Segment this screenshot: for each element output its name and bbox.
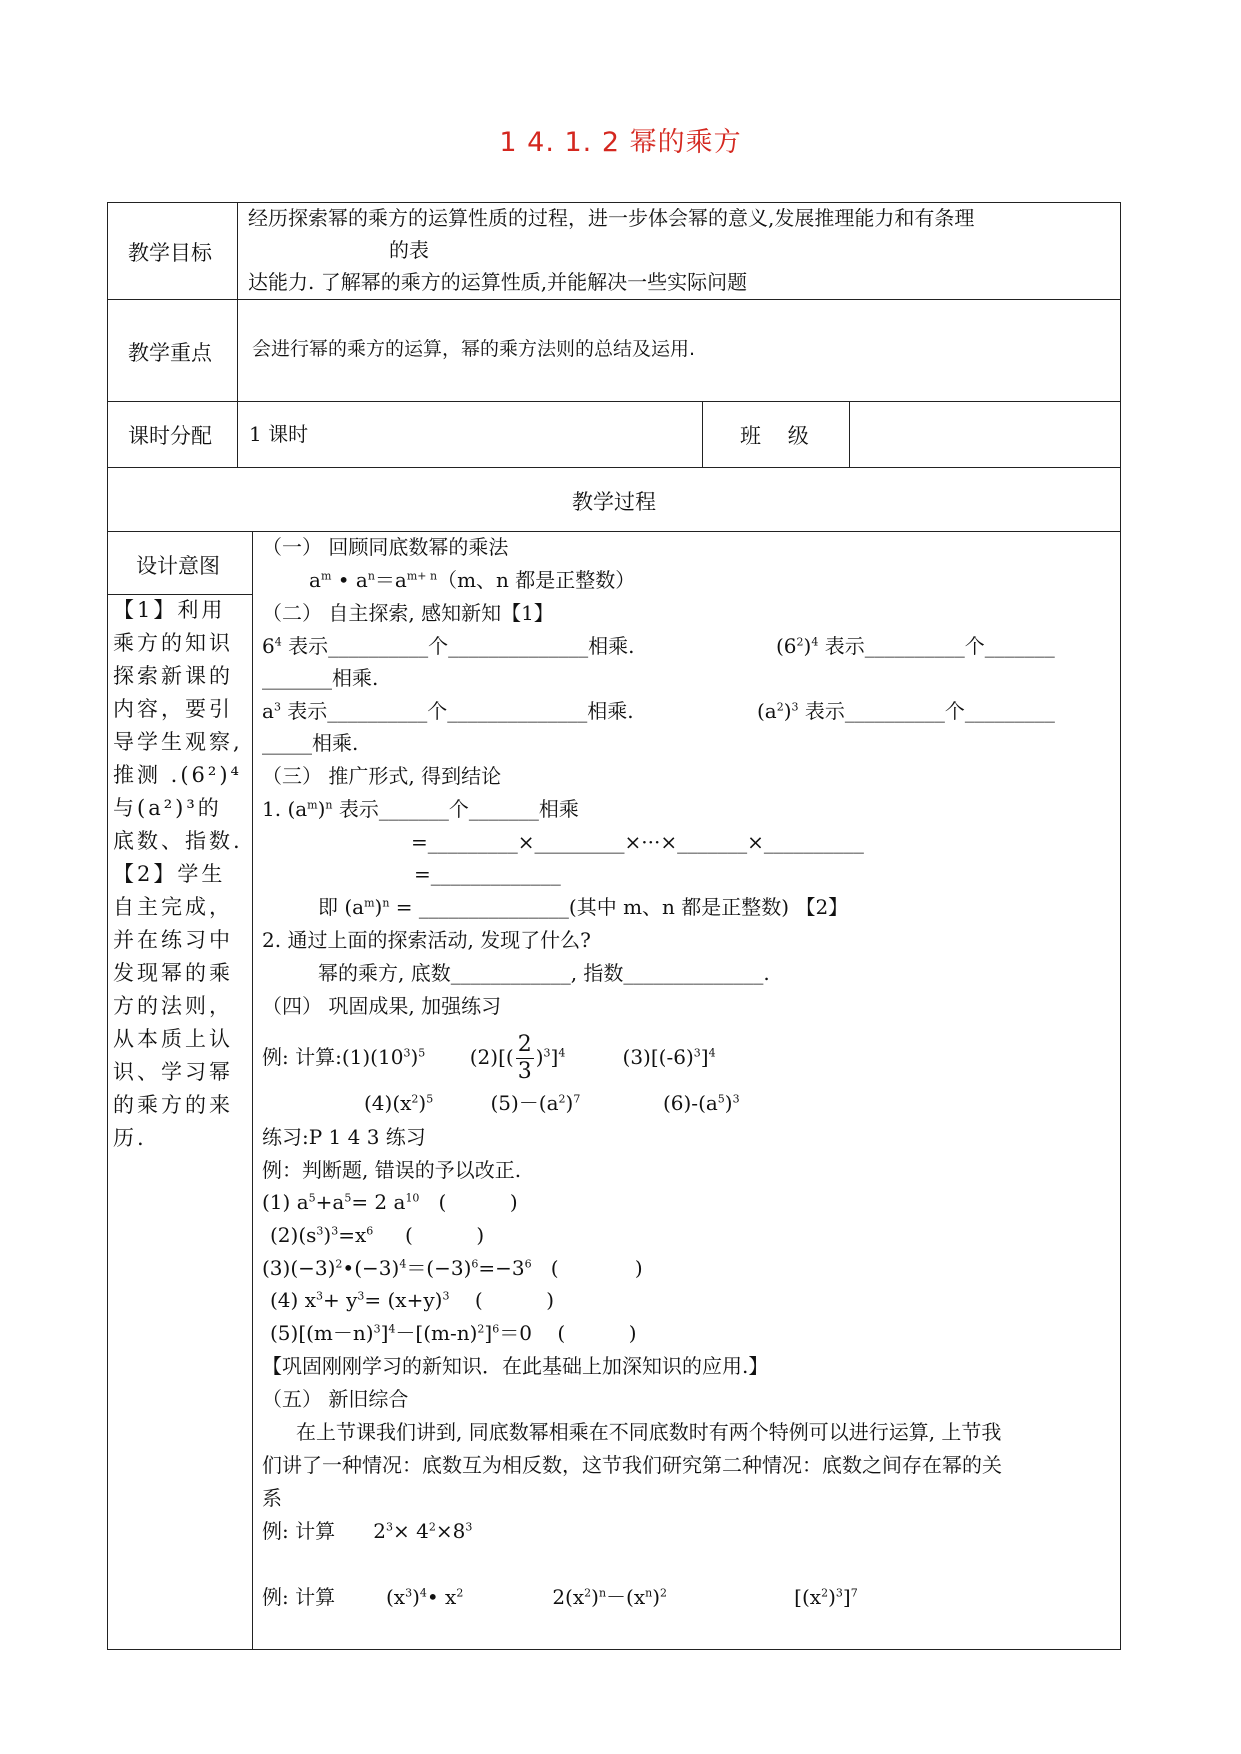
key-text: 会进行幂的乘方的运算，幂的乘方法则的总结及运用. [252, 338, 696, 360]
fill-line-2c: _____相乘. [262, 731, 359, 755]
section-4-heading: （四） 巩固成果, 加强练习 [262, 994, 502, 1018]
general-line-2: =_________×_________×···×_______×__________ [411, 830, 864, 854]
example-row-1: 例: 计算$:(1)(10^3)^5$ (2)[( $\frac{2}{3}$ )$^3$]$^4$ $(3)[(-6)^3]^4$ [262, 1032, 716, 1084]
col-divider [252, 531, 253, 1650]
paragraph-line-3: 系 [262, 1486, 282, 1510]
formula-note: （m、n 都是正整数） [437, 568, 636, 592]
goal-line-3: 达能力. 了解幂的乘方的运算性质,并能解决一些实际问题 [248, 270, 748, 294]
paragraph-line-1: 在上节课我们讲到, 同底数幂相乘在不同底数时有两个特例可以进行运算, 上节我 [296, 1420, 1002, 1444]
judge-heading: 例：判断题, 错误的予以改正. [262, 1158, 522, 1182]
row-divider [107, 467, 1121, 468]
general-line-1: 1. $(a^m)^n$ 表示_______个_______相乘 [262, 797, 579, 821]
design-notes [113, 594, 243, 1155]
design-note-2: 【2】学生自主完成，并在练习中发现幂的乘方的法则，从本质上认识、学习幂的乘方的来历. [113, 862, 233, 1150]
class-label: 班 级 [740, 424, 809, 448]
summary-line: 【巩固刚刚学习的新知识．在此基础上加深知识的应用.】 [262, 1354, 769, 1378]
row-divider [107, 299, 1121, 300]
judge-item-2: $(2)(s^3)^3=x^6$ ( ) [270, 1223, 485, 1247]
hours-value: 1 课时 [249, 422, 309, 446]
judge-item-5: $(5)[(m-n)^3]^4-[(m-n)^2]^6=0$ ( ) [270, 1321, 637, 1345]
col-divider [702, 401, 703, 467]
general-line-4: 即 $(a^m)^n$ = _______________(其中 m、n 都是正整数) 【2】 [318, 895, 849, 919]
calc-example-1: 例: 计算 $2^3\times 4^2\times 8^3$ [262, 1519, 473, 1543]
col-divider [849, 401, 850, 467]
page-title: 1 4. 1. 2 幂的乘方 [499, 127, 742, 158]
judge-item-4: (4) $x^3+ y^3= (x+y)^3$ ( ) [270, 1288, 555, 1312]
section-3-heading: （三） 推广形式, 得到结论 [262, 764, 502, 788]
goal-label: 教学目标 [128, 241, 212, 265]
judge-item-1: (1) $a^5+a^5= 2$ $a^{10}$ ( ) [262, 1190, 518, 1214]
fill-line-1a: $6^4$ 表示__________个______________相乘. [262, 634, 635, 658]
general-line-6: 幂的乘方, 底数____________, 指数______________. [318, 961, 770, 985]
fill-line-1c: _______相乘. [262, 666, 379, 690]
fill-line-2a: $a^3$ 表示__________个______________相乘. [262, 699, 634, 723]
fill-line-1b: $(6^2)^4$ 表示__________个_______ [776, 634, 1055, 658]
design-label: 设计意图 [136, 554, 220, 578]
col-divider [237, 202, 238, 467]
row-divider [107, 531, 1121, 532]
example-row-2: $(4)(x^2)^5$ $(5)-(a^2)^7$ $(6)-(a^5)^3$ [364, 1091, 740, 1115]
paragraph-line-2: 们讲了一种情况：底数互为相反数，这节我们研究第二种情况：底数之间存在幂的关 [262, 1453, 1002, 1477]
design-note-1: 【1】利用乘方的知识探索新课的内容，要引导学生观察,推测 .(6²)⁴与(a²)³的底数、指数. [113, 598, 243, 853]
hours-label: 课时分配 [128, 424, 212, 448]
process-label: 教学过程 [572, 490, 656, 514]
fraction-two-thirds: $\frac{2}{3}$ [517, 1032, 532, 1084]
section-5-heading: （五） 新旧综合 [262, 1387, 409, 1411]
calc-example-2: 例: 计算 $(x^3)^4•$ $x^2$ $2(x^2)^n-(x^n)^2$ $[(x^2)^3]^7$ [262, 1585, 858, 1609]
general-line-5: 2. 通过上面的探索活动, 发现了什么? [262, 928, 591, 952]
key-label: 教学重点 [128, 341, 212, 365]
goal-line-2: 的表 [389, 238, 429, 262]
judge-item-3: $(3)(-3)^2•(-3)^4=(-3)^6=-3^6$ ( ) [262, 1256, 643, 1280]
product-rule-formula: $a^m$ • $a^n=a^{m+ n}(m$、n 都是正整数） [309, 568, 636, 592]
goal-line-1: 经历探索幂的乘方的运算性质的过程，进一步体会幂的意义,发展推理能力和有条理 [248, 206, 975, 230]
section-1-heading: （一） 回顾同底数幂的乘法 [262, 535, 509, 559]
practice-line: 练习:P 1 4 3 练习 [262, 1125, 426, 1149]
fill-line-2b: $(a^2)^3$ 表示__________个_________ [757, 699, 1055, 723]
row-divider [107, 401, 1121, 402]
general-line-3: =_____________ [414, 862, 561, 886]
section-2-heading: （二） 自主探索, 感知新知【1】 [262, 601, 554, 625]
